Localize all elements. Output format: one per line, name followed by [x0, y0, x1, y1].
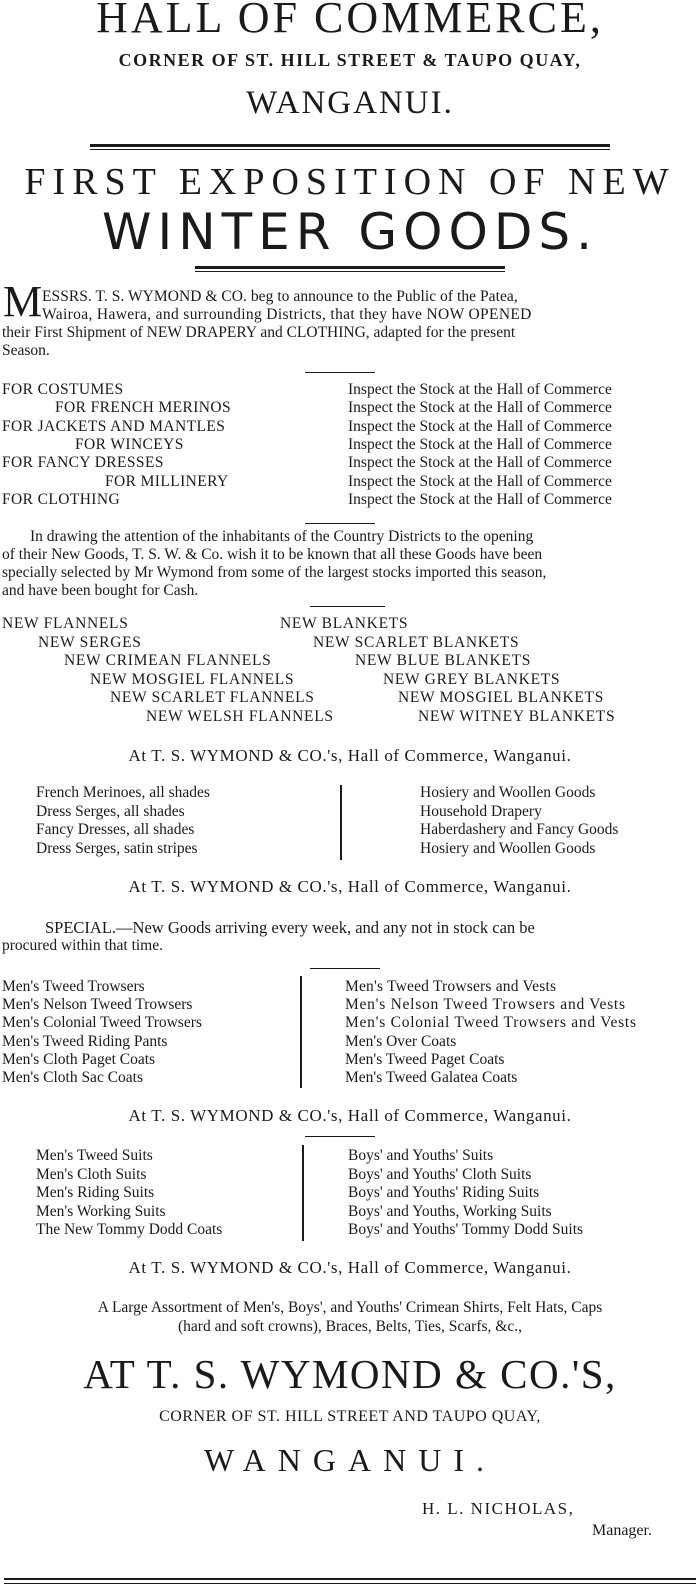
- drapery-left: Dress Serges, satin stripes: [36, 839, 198, 857]
- suits-left: Men's Tweed Suits: [36, 1147, 153, 1164]
- mens-right: Men's Tweed Paget Coats: [345, 1050, 505, 1068]
- section-divider: [305, 372, 375, 373]
- bottom-rule-thin: [4, 1583, 696, 1584]
- footer-address: CORNER OF ST. HILL STREET AND TAUPO QUAY,: [159, 1408, 541, 1425]
- mens-left: Men's Nelson Tweed Trowsers: [2, 996, 193, 1014]
- section-divider: [310, 968, 380, 969]
- new-goods-right: NEW GREY BLANKETS: [383, 670, 561, 688]
- for-item-note: Inspect the Stock at the Hall of Commerce: [348, 381, 612, 398]
- intro-dropcap: M: [3, 277, 43, 326]
- at-wymond-line: At T. S. WYMOND & CO.'s, Hall of Commerce, Wanganui.: [128, 1106, 572, 1125]
- bottom-rule: [4, 1578, 696, 1580]
- mens-left: Men's Cloth Paget Coats: [2, 1050, 156, 1068]
- suits-right: Boys' and Youths' Tommy Dodd Suits: [348, 1221, 584, 1238]
- for-item-label: FOR FANCY DRESSES: [2, 454, 164, 472]
- footer-town: WANGANUI.: [204, 1442, 496, 1478]
- new-goods-left: NEW SCARLET FLANNELS: [110, 689, 315, 706]
- footer-name: AT T. S. WYMOND & CO.'S,: [83, 1351, 617, 1397]
- column-divider: [340, 785, 342, 860]
- mens-left: Men's Tweed Riding Pants: [2, 1032, 168, 1050]
- suits-left: Men's Riding Suits: [36, 1184, 155, 1201]
- special-line-2: procured within that time.: [2, 937, 163, 954]
- headline-rule-thin: [195, 271, 505, 272]
- assortment-line-1: A Large Assortment of Men's, Boys', and Youths' Crimean Shirts, Felt Hats, Caps: [97, 1299, 603, 1316]
- new-goods-right: NEW BLANKETS: [280, 615, 409, 632]
- mens-right: Men's Tweed Trowsers and Vests: [345, 978, 557, 995]
- new-goods-right: NEW SCARLET BLANKETS: [313, 633, 520, 651]
- header-address: CORNER OF ST. HILL STREET & TAUPO QUAY,: [118, 50, 582, 70]
- new-goods-right: NEW WITNEY BLANKETS: [418, 707, 616, 725]
- for-item-note: Inspect the Stock at the Hall of Commerce: [348, 399, 612, 417]
- assortment-line-2: (hard and soft crowns), Braces, Belts, Ties, Scarfs, &c.,: [178, 1318, 522, 1335]
- suits-right: Boys' and Youths' Cloth Suits: [348, 1165, 532, 1183]
- drapery-left: Dress Serges, all shades: [36, 802, 185, 820]
- header-rule-thin: [90, 149, 610, 150]
- headline-rule: [195, 266, 505, 269]
- special-line-1: SPECIAL.—New Goods arriving every week, and any not in stock can be: [45, 918, 535, 937]
- at-wymond-line: At T. S. WYMOND & CO.'s, Hall of Commerce, Wanganui.: [128, 746, 572, 765]
- mens-right: Men's Colonial Tweed Trowsers and Vests: [345, 1014, 637, 1032]
- for-item-label: FOR MILLINERY: [105, 472, 229, 490]
- suits-right: Boys' and Youths, Working Suits: [348, 1202, 552, 1220]
- section-divider: [305, 1136, 375, 1137]
- for-item-note: Inspect the Stock at the Hall of Commerce: [348, 454, 612, 472]
- for-item-note: Inspect the Stock at the Hall of Commerce: [348, 435, 612, 453]
- suits-right: Boys' and Youths' Riding Suits: [348, 1184, 540, 1201]
- at-wymond-line: At T. S. WYMOND & CO.'s, Hall of Commerce, Wanganui.: [128, 877, 572, 896]
- drapery-right: Haberdashery and Fancy Goods: [420, 821, 619, 838]
- suits-left: Men's Cloth Suits: [36, 1165, 147, 1183]
- headline-first-exposition: FIRST EXPOSITION OF NEW: [24, 161, 676, 203]
- drawing-line-4: and have been bought for Cash.: [2, 582, 199, 599]
- suits-left: The New Tommy Dodd Coats: [36, 1221, 223, 1238]
- drapery-left: French Merinoes, all shades: [36, 784, 210, 801]
- intro-line-3: their First Shipment of NEW DRAPERY and CLOTHING, adapted for the present: [2, 324, 516, 341]
- intro-line-4: Season.: [2, 342, 50, 359]
- drapery-right: Hosiery and Woollen Goods: [420, 784, 596, 801]
- section-divider: [305, 523, 375, 524]
- at-wymond-line: At T. S. WYMOND & CO.'s, Hall of Commerce, Wanganui.: [128, 1258, 572, 1277]
- intro-line-1: ESSRS. T. S. WYMOND & CO. beg to announce to the Public of the Patea,: [42, 288, 518, 305]
- drawing-line-3: specially selected by Mr Wymond from some of the largest stocks imported this season,: [2, 564, 547, 581]
- header-town: WANGANUI.: [246, 85, 454, 121]
- headline-winter-goods: WINTER GOODS.: [102, 203, 598, 261]
- for-item-note: Inspect the Stock at the Hall of Commerce: [348, 417, 612, 435]
- mens-left: Men's Colonial Tweed Trowsers: [2, 1014, 202, 1032]
- column-divider: [302, 1145, 304, 1241]
- for-item-note: Inspect the Stock at the Hall of Commerce: [348, 472, 612, 490]
- for-item-label: FOR WINCEYS: [75, 435, 184, 453]
- for-item-label: FOR CLOTHING: [2, 490, 121, 508]
- intro-line-2: Wairoa, Hawera, and surrounding Districts, that they have NOW OPENED: [42, 306, 532, 323]
- mens-right: Men's Nelson Tweed Trowsers and Vests: [345, 996, 626, 1014]
- for-item-label: FOR JACKETS AND MANTLES: [2, 417, 226, 435]
- drapery-right: Household Drapery: [420, 802, 542, 820]
- drawing-line-2: of their New Goods, T. S. W. & Co. wish it to be known that all these Goods have been: [2, 546, 543, 563]
- suits-left: Men's Working Suits: [36, 1202, 166, 1220]
- manager-name: H. L. NICHOLAS,: [422, 1499, 575, 1518]
- mens-left: Men's Tweed Trowsers: [2, 978, 145, 995]
- drapery-left: Fancy Dresses, all shades: [36, 821, 195, 838]
- mens-right: Men's Tweed Galatea Coats: [345, 1069, 518, 1086]
- header-rule: [90, 144, 610, 147]
- drapery-right: Hosiery and Woollen Goods: [420, 839, 596, 857]
- manager-title: Manager.: [592, 1522, 652, 1539]
- new-goods-left: NEW SERGES: [38, 633, 142, 651]
- new-goods-left: NEW CRIMEAN FLANNELS: [64, 652, 272, 669]
- mens-right: Men's Over Coats: [345, 1032, 457, 1050]
- new-goods-right: NEW MOSGIEL BLANKETS: [398, 689, 605, 706]
- for-item-label: FOR COSTUMES: [2, 381, 124, 398]
- new-goods-left: NEW FLANNELS: [2, 615, 129, 632]
- mens-left: Men's Cloth Sac Coats: [2, 1069, 143, 1086]
- for-item-label: FOR FRENCH MERINOS: [55, 399, 232, 417]
- suits-right: Boys' and Youths' Suits: [348, 1147, 494, 1164]
- column-divider: [300, 976, 302, 1088]
- new-goods-left: NEW WELSH FLANNELS: [146, 707, 334, 725]
- section-divider: [310, 606, 385, 607]
- new-goods-right: NEW BLUE BLANKETS: [355, 652, 532, 669]
- hall-title: HALL OF COMMERCE,: [96, 0, 604, 42]
- for-item-note: Inspect the Stock at the Hall of Commerce: [348, 490, 612, 508]
- new-goods-left: NEW MOSGIEL FLANNELS: [90, 670, 295, 688]
- drawing-line-1: In drawing the attention of the inhabitants of the Country Districts to the opening: [30, 528, 534, 545]
